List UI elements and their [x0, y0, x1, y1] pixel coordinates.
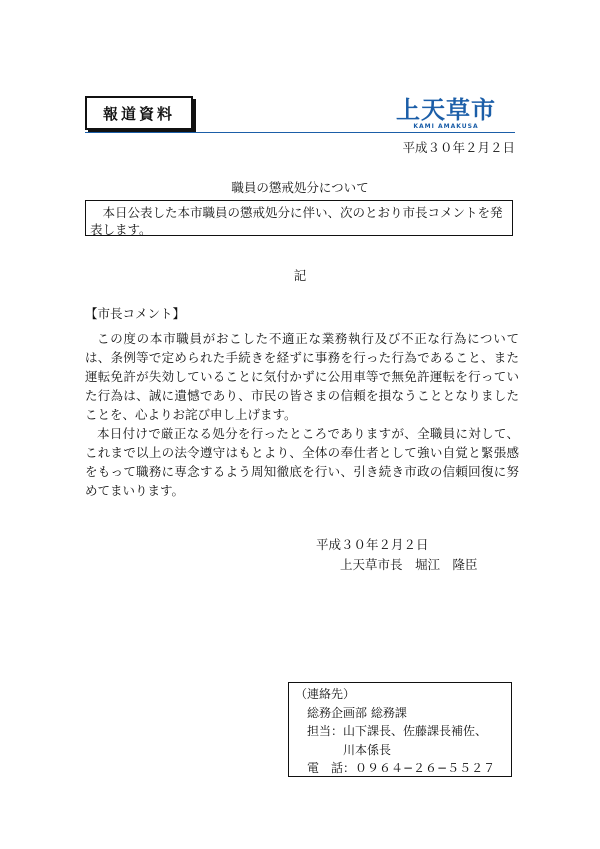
intro-text: 本日公表した本市職員の懲戒処分に伴い、次のとおり市長コメントを発表します。	[90, 205, 503, 237]
contact-department: 総務企画部 総務課	[307, 705, 407, 720]
logo-subtext: KAMI AMAKUSA	[413, 123, 479, 130]
signature-name: 上天草市長 堀江 隆臣	[340, 557, 478, 572]
ki-marker: 記	[293, 268, 307, 283]
contact-label: （連絡先）	[295, 687, 356, 701]
comment-paragraph-1: この度の本市職員がおこした不適正な業務執行及び不正な行為については、条例等で定められた手続きを経ずに事務を行った行為であること、また運転免許が失効していることに気付かずに公用車等で無免許運転を行っていた行為は、誠に遺憾であり、市民の皆さまの信頼を損なうこととなりましたことを、心よりお詫び申し上げます。	[85, 331, 519, 422]
document-title: 職員の懲戒処分について	[231, 180, 369, 195]
section-heading: 【市長コメント】	[85, 306, 186, 321]
press-release-label: 報道資料	[85, 96, 193, 130]
mayor-comment	[85, 329, 519, 500]
contact-phone: 電 話：０９６４−２６−５５２７	[307, 761, 496, 775]
contact-persons-2: 川本係長	[343, 742, 392, 757]
intro-box	[85, 200, 513, 236]
contact-persons-1: 担当：山下課長、佐藤課長補佐、	[307, 724, 488, 738]
header-rule	[85, 132, 515, 133]
comment-paragraph-2: 本日付けで厳正なる処分を行ったところでありますが、全職員に対して、これまで以上の法令遵守はもとより、全体の奉仕者として強い自覚と緊張感をもって職務に専念するよう周知徹底を行い、引き続き市政の信頼回復に努めてまいります。	[85, 426, 519, 498]
contact-box	[288, 682, 512, 777]
city-logo	[385, 96, 507, 130]
signature-date: 平成３０年２月２日	[316, 537, 429, 552]
logo-text: 上天草市	[396, 95, 496, 124]
header-date: 平成３０年２月２日	[402, 140, 515, 155]
